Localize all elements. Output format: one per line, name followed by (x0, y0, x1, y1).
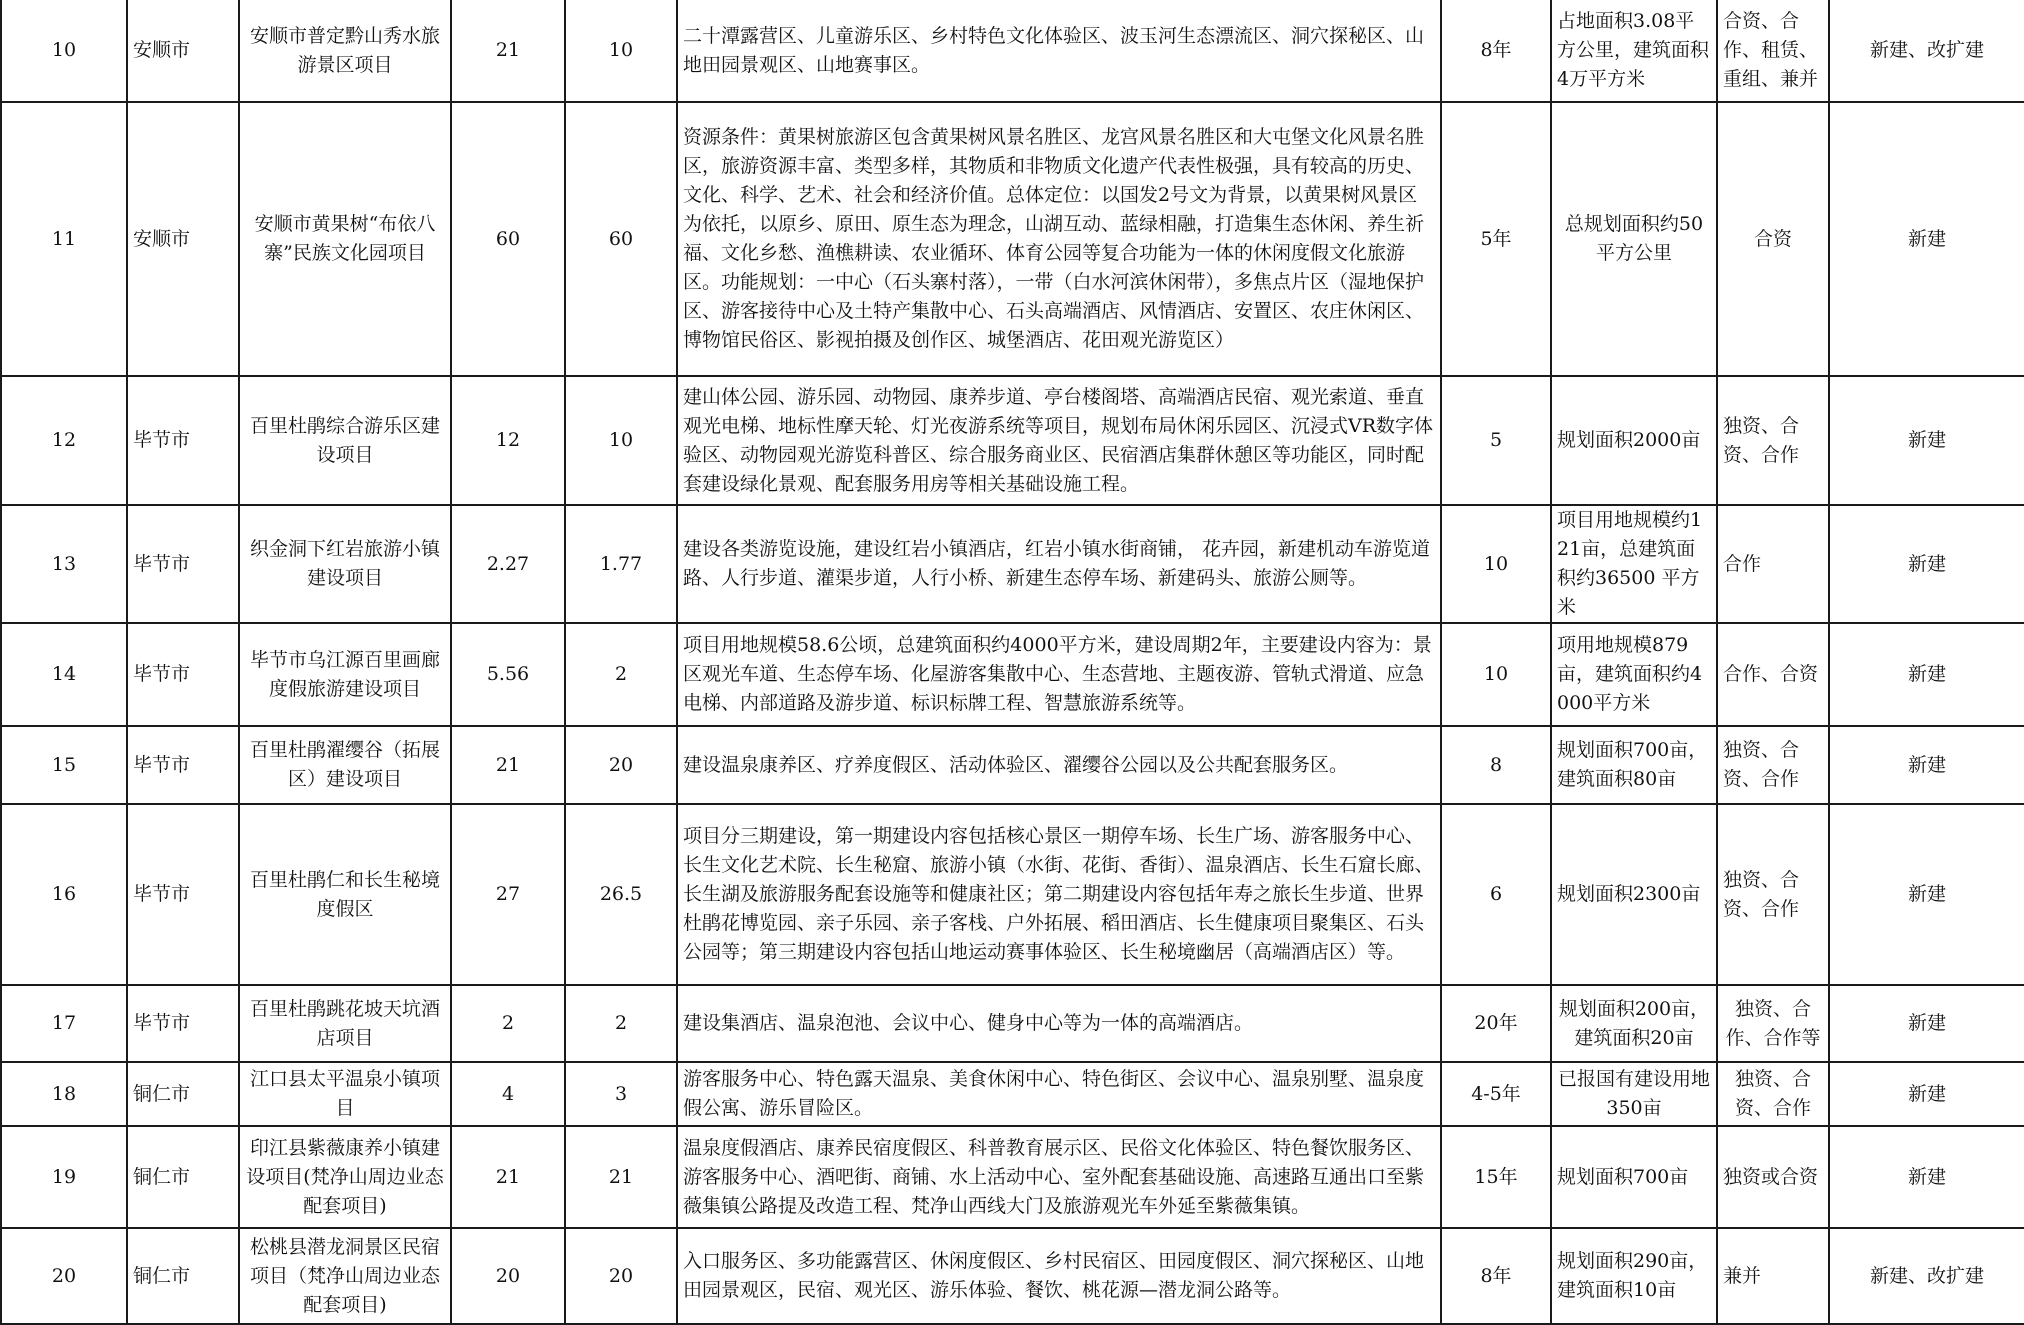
cell-invest: 3 (565, 1062, 677, 1126)
cell-mode: 独资、合作、合作等 (1717, 985, 1829, 1062)
table-row (1, 102, 2024, 376)
cell-land: 规划面积2000亩 (1551, 376, 1717, 505)
cell-no: 15 (1, 726, 127, 804)
cell-type: 新建、改扩建 (1829, 1228, 2024, 1324)
cell-total: 21 (451, 1126, 565, 1228)
cell-land: 规划面积200亩，建筑面积20亩 (1551, 985, 1717, 1062)
cell-invest: 10 (565, 376, 677, 505)
cell-invest: 26.5 (565, 804, 677, 985)
cell-mode: 合作、合资 (1717, 623, 1829, 726)
cell-name: 织金洞下红岩旅游小镇建设项目 (239, 505, 451, 623)
cell-no: 12 (1, 376, 127, 505)
cell-land: 规划面积290亩，建筑面积10亩 (1551, 1228, 1717, 1324)
cell-content: 建山体公园、游乐园、动物园、康养步道、亭台楼阁塔、高端酒店民宿、观光索道、垂直观光电梯、地标性摩天轮、灯光夜游系统等项目，规划布局休闲乐园区、沉浸式VR数字体验区、动物园观光游览科普区、综合服务商业区、民宿酒店集群休憩区等功能区，同时配套建设绿化景观、配套服务用房等相关基础设施工程。 (677, 376, 1441, 505)
cell-content: 建设温泉康养区、疗养度假区、活动体验区、濯缨谷公园以及公共配套服务区。 (677, 726, 1441, 804)
cell-no: 11 (1, 102, 127, 376)
cell-name: 安顺市普定黔山秀水旅游景区项目 (239, 0, 451, 102)
cell-no: 18 (1, 1062, 127, 1126)
cell-type: 新建 (1829, 985, 2024, 1062)
cell-city: 毕节市 (127, 726, 239, 804)
cell-name: 印江县紫薇康养小镇建设项目(梵净山周边业态配套项目) (239, 1126, 451, 1228)
table-row (1, 804, 2024, 985)
cell-city: 铜仁市 (127, 1228, 239, 1324)
cell-mode: 独资、合资、合作 (1717, 1062, 1829, 1126)
cell-city: 安顺市 (127, 0, 239, 102)
cell-invest: 1.77 (565, 505, 677, 623)
cell-period: 10 (1441, 623, 1551, 726)
cell-total: 4 (451, 1062, 565, 1126)
cell-period: 5年 (1441, 102, 1551, 376)
cell-city: 毕节市 (127, 804, 239, 985)
cell-type: 新建 (1829, 726, 2024, 804)
cell-invest: 21 (565, 1126, 677, 1228)
cell-type: 新建 (1829, 505, 2024, 623)
cell-total: 60 (451, 102, 565, 376)
cell-name: 百里杜鹃仁和长生秘境度假区 (239, 804, 451, 985)
cell-no: 13 (1, 505, 127, 623)
cell-content: 游客服务中心、特色露天温泉、美食休闲中心、特色街区、会议中心、温泉别墅、温泉度假公寓、游乐冒险区。 (677, 1062, 1441, 1126)
cell-content: 二十潭露营区、儿童游乐区、乡村特色文化体验区、波玉河生态漂流区、洞穴探秘区、山地田园景观区、山地赛事区。 (677, 0, 1441, 102)
cell-land: 占地面积3.08平方公里，建筑面积4万平方米 (1551, 0, 1717, 102)
cell-total: 27 (451, 804, 565, 985)
cell-invest: 2 (565, 985, 677, 1062)
cell-city: 毕节市 (127, 623, 239, 726)
cell-period: 4-5年 (1441, 1062, 1551, 1126)
cell-type: 新建、改扩建 (1829, 0, 2024, 102)
cell-content: 资源条件：黄果树旅游区包含黄果树风景名胜区、龙宫风景名胜区和大屯堡文化风景名胜区，旅游资源丰富、类型多样，其物质和非物质文化遗产代表性极强，具有较高的历史、文化、科学、艺术、社会和经济价值。总体定位：以国发2号文为背景，以黄果树风景区为依托，以原乡、原田、原生态为理念，山湖互动、蓝绿相融，打造集生态休闲、养生祈福、文化乡愁、渔樵耕读、农业循环、体育公园等复合功能为一体的休闲度假文化旅游区。功能规划：一中心（石头寨村落），一带（白水河滨休闲带），多焦点片区（湿地保护区、游客接待中心及土特产集散中心、石头高端酒店、风情酒店、安置区、农庄休闲区、博物馆民俗区、影视拍摄及创作区、城堡酒店、花田观光游览区） (677, 102, 1441, 376)
cell-land: 规划面积2300亩 (1551, 804, 1717, 985)
cell-period: 5 (1441, 376, 1551, 505)
cell-name: 松桃县潜龙洞景区民宿项目（梵净山周边业态配套项目) (239, 1228, 451, 1324)
cell-total: 21 (451, 0, 565, 102)
cell-total: 20 (451, 1228, 565, 1324)
cell-city: 铜仁市 (127, 1062, 239, 1126)
cell-mode: 合作 (1717, 505, 1829, 623)
cell-content: 温泉度假酒店、康养民宿度假区、科普教育展示区、民俗文化体验区、特色餐饮服务区、游客服务中心、酒吧街、商铺、水上活动中心、室外配套基础设施、高速路互通出口至紫薇集镇公路提及改造工程、梵净山西线大门及旅游观光车外延至紫薇集镇。 (677, 1126, 1441, 1228)
cell-period: 10 (1441, 505, 1551, 623)
cell-name: 百里杜鹃跳花坡天坑酒店项目 (239, 985, 451, 1062)
cell-total: 5.56 (451, 623, 565, 726)
cell-invest: 20 (565, 1228, 677, 1324)
cell-period: 8年 (1441, 0, 1551, 102)
table-body (1, 0, 2024, 1324)
cell-type: 新建 (1829, 376, 2024, 505)
table-row (1, 985, 2024, 1062)
cell-mode: 独资、合资、合作 (1717, 376, 1829, 505)
cell-land: 已报国有建设用地350亩 (1551, 1062, 1717, 1126)
cell-invest: 2 (565, 623, 677, 726)
cell-land: 规划面积700亩 (1551, 1126, 1717, 1228)
cell-mode: 独资、合资、合作 (1717, 804, 1829, 985)
table-row (1, 376, 2024, 505)
cell-no: 17 (1, 985, 127, 1062)
cell-invest: 20 (565, 726, 677, 804)
cell-name: 百里杜鹃综合游乐区建设项目 (239, 376, 451, 505)
cell-content: 项目分三期建设，第一期建设内容包括核心景区一期停车场、长生广场、游客服务中心、长生文化艺术院、长生秘窟、旅游小镇（水街、花街、香街）、温泉酒店、长生石窟长廊、长生湖及旅游服务配套设施等和健康社区；第二期建设内容包括年寿之旅长生步道、世界杜鹃花博览园、亲子乐园、亲子客栈、户外拓展、稻田酒店、长生健康项目聚集区、石头公园等；第三期建设内容包括山地运动赛事体验区、长生秘境幽居（高端酒店区）等。 (677, 804, 1441, 985)
cell-land: 项用地规模879亩，建筑面积约4000平方米 (1551, 623, 1717, 726)
cell-name: 百里杜鹃濯缨谷（拓展区）建设项目 (239, 726, 451, 804)
cell-mode: 合资、合作、租赁、重组、兼并 (1717, 0, 1829, 102)
cell-type: 新建 (1829, 1126, 2024, 1228)
cell-total: 21 (451, 726, 565, 804)
cell-land: 总规划面积约50平方公里 (1551, 102, 1717, 376)
cell-no: 20 (1, 1228, 127, 1324)
table-row (1, 0, 2024, 102)
cell-mode: 独资或合资 (1717, 1126, 1829, 1228)
cell-content: 项目用地规模58.6公顷，总建筑面积约4000平方米，建设周期2年，主要建设内容为：景区观光车道、生态停车场、化屋游客集散中心、生态营地、主题夜游、管轨式滑道、应急电梯、内部道路及游步道、标识标牌工程、智慧旅游系统等。 (677, 623, 1441, 726)
cell-no: 19 (1, 1126, 127, 1228)
cell-content: 建设集酒店、温泉泡池、会议中心、健身中心等为一体的高端酒店。 (677, 985, 1441, 1062)
table-row (1, 726, 2024, 804)
cell-content: 建设各类游览设施，建设红岩小镇酒店，红岩小镇水街商铺， 花卉园，新建机动车游览道路、人行步道、灌渠步道，人行小桥、新建生态停车场、新建码头、旅游公厕等。 (677, 505, 1441, 623)
cell-no: 14 (1, 623, 127, 726)
cell-city: 铜仁市 (127, 1126, 239, 1228)
cell-period: 6 (1441, 804, 1551, 985)
cell-period: 8年 (1441, 1228, 1551, 1324)
cell-total: 2 (451, 985, 565, 1062)
cell-type: 新建 (1829, 623, 2024, 726)
table-row (1, 623, 2024, 726)
cell-city: 安顺市 (127, 102, 239, 376)
cell-invest: 60 (565, 102, 677, 376)
cell-period: 15年 (1441, 1126, 1551, 1228)
cell-total: 2.27 (451, 505, 565, 623)
cell-content: 入口服务区、多功能露营区、休闲度假区、乡村民宿区、田园度假区、洞穴探秘区、山地田园景观区，民宿、观光区、游乐体验、餐饮、桃花源—潜龙洞公路等。 (677, 1228, 1441, 1324)
cell-period: 20年 (1441, 985, 1551, 1062)
cell-name: 安顺市黄果树“布依八寨”民族文化园项目 (239, 102, 451, 376)
cell-period: 8 (1441, 726, 1551, 804)
cell-city: 毕节市 (127, 505, 239, 623)
cell-city: 毕节市 (127, 376, 239, 505)
cell-no: 10 (1, 0, 127, 102)
cell-mode: 兼并 (1717, 1228, 1829, 1324)
table-row (1, 1228, 2024, 1324)
table-row (1, 1062, 2024, 1126)
table-row (1, 505, 2024, 623)
cell-mode: 独资、合资、合作 (1717, 726, 1829, 804)
cell-mode: 合资 (1717, 102, 1829, 376)
cell-name: 江口县太平温泉小镇项目 (239, 1062, 451, 1126)
cell-city: 毕节市 (127, 985, 239, 1062)
cell-type: 新建 (1829, 1062, 2024, 1126)
cell-type: 新建 (1829, 102, 2024, 376)
cell-land: 项目用地规模约121亩，总建筑面积约36500 平方米 (1551, 505, 1717, 623)
cell-no: 16 (1, 804, 127, 985)
table-row (1, 1126, 2024, 1228)
cell-invest: 10 (565, 0, 677, 102)
cell-land: 规划面积700亩，建筑面积80亩 (1551, 726, 1717, 804)
cell-name: 毕节市乌江源百里画廊度假旅游建设项目 (239, 623, 451, 726)
cell-type: 新建 (1829, 804, 2024, 985)
cell-total: 12 (451, 376, 565, 505)
